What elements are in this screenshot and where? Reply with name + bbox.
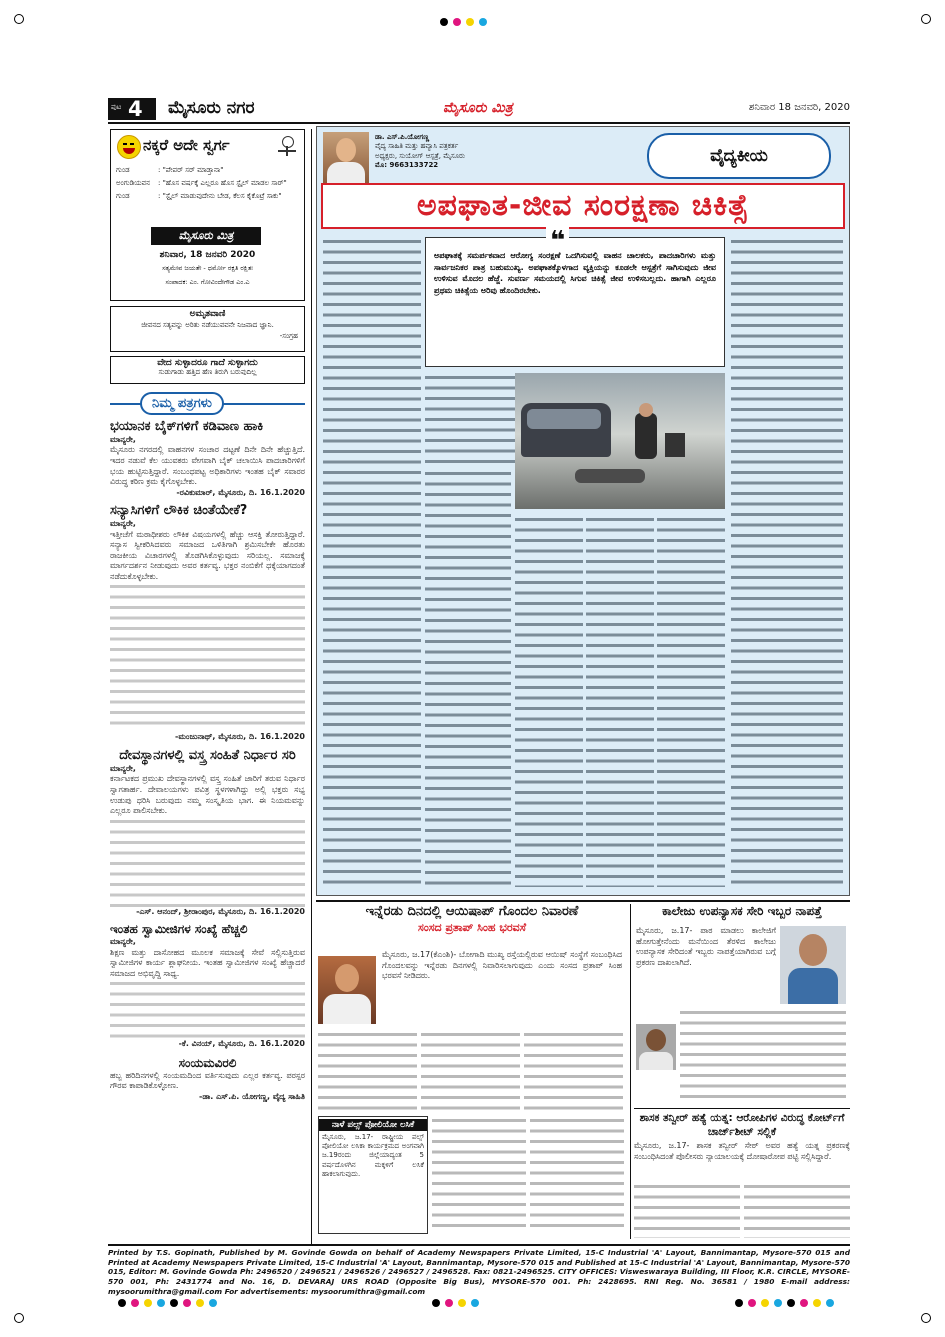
body-column-4 <box>731 237 843 887</box>
imprint-rule <box>108 1244 850 1246</box>
article-mla <box>634 1112 850 1240</box>
letters-section <box>110 420 305 1242</box>
letter-body: ಇತ್ತೀಚೆಗೆ ಮಠಾಧೀಶರು ಲೌಕಿಕ ವಿಷಯಗಳಲ್ಲಿ ಹೆಚ್ಚು ಆಸಕ್ತಿ ತೋರುತ್ತಿದ್ದಾರೆ. ಸನ್ಯಾಸ ಸ್ವೀಕರಿಸಿದವರು ಸಮಾಜದ ಒಳಿತಿಗಾಗಿ ಶ್ರಮಿಸಬೇಕೇ ಹೊರತು ರಾಜಕೀಯ ವಿಚಾರಗಳಲ್ಲಿ ತೊಡಗಿಸಿಕೊಳ್ಳುವುದು ಸರಿಯಲ್ಲ. ಸಮಾಜಕ್ಕೆ ಮಾರ್ಗದರ್ಶನ ನೀಡುವುದು ಅವರ ಕರ್ತವ್ಯ. ಭಕ್ತರ ನಂಬಿಕೆಗೆ ಧಕ್ಕೆಯಾಗದಂತೆ ನಡೆದುಕೊಳ್ಳಬೇಕು. <box>110 529 305 581</box>
footer-editor: ಸಂಪಾದಕ: ಎಂ. ಗೋವಿಂದೇಗೌಡ ಎಂ.ಎ <box>165 278 250 286</box>
letter-signature: -ಡಾ. ಎಸ್.ಪಿ. ಯೋಗಣ್ಣ, ವೈದ್ಯ ಸಾಹಿತಿ <box>199 1091 305 1101</box>
letter-title: ಇಂತಹ ಸ್ವಾಮೀಜಿಗಳ ಸಂಖ್ಯೆ ಹೆಚ್ಚಲಿ <box>110 922 248 937</box>
polio-box <box>318 1116 428 1234</box>
letters-header <box>110 392 305 416</box>
cartoon-figure-icon <box>276 136 298 160</box>
article-filler <box>318 1030 624 1110</box>
headline-bar <box>321 183 845 229</box>
paper-logo-small: ಮೈಸೂರು ಮಿತ್ರ <box>151 227 261 245</box>
dialogue-line: : "ಹೊಸ ವರ್ಷಕ್ಕೆ ಎಲ್ಲರೂ ಹೊಸ ಸ್ಟೈಲ್ ಮಾಡಲ ಸಾರ್" <box>158 178 287 187</box>
article-filler <box>432 1116 624 1234</box>
letter-salutation: ಮಾನ್ಯರೇ, <box>110 763 136 773</box>
author-photo <box>323 132 369 184</box>
letter-title: ಭಯಾನಕ ಬೈಕ್‌ಗಳಿಗೆ ಕಡಿವಾಣ ಹಾಕಿ <box>110 420 264 434</box>
letter-signature: -ಕೆ. ವಿನಯ್, ಮೈಸೂರು, ದಿ. 16.1.2020 <box>178 1039 305 1049</box>
letter-title: ಸಂಯಮವಿರಲಿ <box>178 1055 237 1070</box>
body-column-2a <box>425 373 515 463</box>
author-info <box>375 133 545 171</box>
registration-mark <box>14 14 24 24</box>
dialogue-line: : "ಸ್ಟೈಲ್ ಮಾಡುವುದೇನು ಬೇಡ, ಕೆಲಸ ಕೈಕೊಟ್ರೆ ಸಾಕು" <box>158 191 282 200</box>
article-title: ಇನ್ನೆರಡು ದಿನದಲ್ಲಿ ಆಯಿಷಾಪ್ ಗೊಂದಲ ನಿವಾರಣೆ <box>365 904 579 919</box>
dialogue-speaker: ಗುಂಡ <box>116 166 130 174</box>
missing-person-photo <box>636 1024 676 1070</box>
letter-signature: -ರವಿಕುಮಾರ್, ಮೈಸೂರು, ದಿ. 16.1.2020 <box>176 487 305 497</box>
box-title: ನಾಳೆ ಪಲ್ಸ್ ಪೋಲಿಯೋ ಲಸಿಕೆ <box>319 1119 427 1131</box>
article-aiish <box>316 904 628 1239</box>
pullquote-box <box>425 226 725 367</box>
author-name: ಡಾ. ಎಸ್.ಪಿ.ಯೋಗಣ್ಣ <box>375 133 430 141</box>
registration-mark <box>921 1313 931 1323</box>
issue-date: ಶನಿವಾರ 18 ಜನವರಿ, 2020 <box>748 102 850 113</box>
page-number-box <box>108 98 156 120</box>
masthead <box>108 96 850 122</box>
article-title: ಕಾಲೇಜು ಉಪನ್ಯಾಸಕ ಸೇರಿ ಇಬ್ಬರ ನಾಪತ್ತೆ <box>662 904 822 918</box>
body-column-1 <box>323 237 421 887</box>
letter-body: ಹಬ್ಬ ಹರಿದಿನಗಳಲ್ಲಿ ಸಂಯಮದಿಂದ ವರ್ತಿಸುವುದು ಎಲ್ಲರ ಕರ್ತವ್ಯ. ಪರಸ್ಪರ ಗೌರವ ಕಾಪಾಡಿಕೊಳ್ಳೋಣ. <box>110 1070 305 1091</box>
proverb-title: ವೇದ ಸುಳ್ಳಾದರೂ ಗಾದೆ ಸುಳ್ಳಾಗದು <box>157 358 258 368</box>
article-filler <box>634 1182 850 1238</box>
proverb-text: ಸುಡುಗಾಡು ಹತ್ತಿದ ಹೆಣ ತಿರುಗಿ ಬರುವುದಿಲ್ಲ <box>158 368 257 376</box>
letter-salutation: ಮಾನ್ಯರೇ, <box>110 519 136 529</box>
letter-body-continued <box>110 817 305 907</box>
humor-box <box>110 129 305 301</box>
registration-mark <box>921 14 931 24</box>
mp-photo <box>318 956 376 1024</box>
body-column-3a <box>515 515 725 887</box>
letter-signature: -ಎಸ್. ಆನಂದ್, ಶ್ರೀರಾಂಪುರ, ಮೈಸೂರು, ದಿ. 16.1.2020 <box>136 906 305 916</box>
letter-title: ದೇವಸ್ಥಾನಗಳಲ್ಲಿ ವಸ್ತ್ರ ಸಂಹಿತೆ ನಿರ್ಧಾರ ಸರಿ <box>119 747 296 763</box>
paper-name: ಮೈಸೂರು ಮಿತ್ರ <box>443 100 513 116</box>
pullquote-text: ಅಪಘಾತಕ್ಕೆ ಸಮರ್ಪಕವಾದ ಆರೋಗ್ಯ ಸಂರಕ್ಷಣೆ ಒದಗಿಸುವಲ್ಲಿ ವಾಹನ ಚಾಲಕರು, ಪಾದಚಾರಿಗಳು ಮತ್ತು ಸಾರ್ವಜನಿಕರ ಪಾತ್ರ ಬಹುಮುಖ್ಯ. ಅಪಘಾತಕ್ಕೊಳಗಾದ ವ್ಯಕ್ತಿಯನ್ನು ಕೂಡಲೇ ಆಸ್ಪತ್ರೆಗೆ ಸಾಗಿಸುವುದು ಜೀವ ಉಳಿಸುವ ಮೊದಲ ಹೆಜ್ಜೆ. ಸುವರ್ಣ ಸಮಯದಲ್ಲಿ ಸಿಗುವ ಚಿಕಿತ್ಸೆ ಜೀವ ಉಳಿಸಬಲ್ಲದು. ಹಾಗಾಗಿ ಎಲ್ಲರೂ ಪ್ರಥಮ ಚಿಕಿತ್ಸೆಯ ಅರಿವು ಹೊಂದಿರಬೇಕು. <box>434 251 716 295</box>
body-column-2b <box>425 469 511 887</box>
humor-dialogue <box>116 166 300 201</box>
amrutavani-title: ಅಮೃತವಾಣಿ <box>189 309 226 319</box>
letter-signature: -ಮಂಜುನಾಥ್, ಮೈಸೂರು, ದಿ. 16.1.2020 <box>175 732 305 742</box>
letter-body: ಮೈಸೂರು ನಗರದಲ್ಲಿ ವಾಹನಗಳ ಸಂಚಾರ ದಟ್ಟಣೆ ದಿನೇ ದಿನೇ ಹೆಚ್ಚುತ್ತಿದೆ. ಇದರ ನಡುವೆ ಕೆಲ ಯುವಕರು ವೇಗವಾಗಿ ಬೈಕ್ ಚಲಾಯಿಸಿ ಪಾದಚಾರಿಗಳಿಗೆ ಭಯ ಹುಟ್ಟಿಸುತ್ತಿದ್ದಾರೆ. ಸಂಬಂಧಪಟ್ಟ ಅಧಿಕಾರಿಗಳು ಇಂತಹ ಬೈಕ್ ಸವಾರರ ವಿರುದ್ಧ ಕಠಿಣ ಕ್ರಮ ಕೈಗೊಳ್ಳಬೇಕು. <box>110 445 305 487</box>
author-desc-2: ಅಧ್ಯಕ್ಷರು, ಸುಯೋಗ್ ಆಸ್ಪತ್ರೆ, ಮೈಸೂರು <box>375 151 465 160</box>
proverb-box <box>110 356 305 384</box>
amrutavani-box <box>110 306 305 352</box>
author-phone: ಮೊ: 9663133722 <box>375 161 439 170</box>
letter-salutation: ಮಾನ್ಯರೇ, <box>110 937 136 946</box>
amrutavani-text: ಜೀವನದ ಸತ್ಯವನ್ನು ಅರಿತು ನಡೆಯುವವನೇ ನಿಜವಾದ ಜ್ಞಾನಿ. <box>141 321 274 329</box>
article-title: ಶಾಸಕ ತನ್ವೀರ್ ಹತ್ಯೆ ಯತ್ನ: ಆರೋಪಿಗಳ ವಿರುದ್ಧ ಕೋರ್ಟ್‌ಗೆ ಚಾರ್ಜ್‌ಶೀಟ್ ಸಲ್ಲಿಕೆ <box>639 1112 845 1138</box>
letter-salutation: ಮಾನ್ಯರೇ, <box>110 434 136 444</box>
bottom-col-divider <box>630 904 631 1239</box>
laugh-emoji-icon <box>117 135 141 159</box>
article-body: ಮೈಸೂರು, ಜ.17(ಕೆಎಂಶಿ)- ಬೋಗಾದಿ ಮುಖ್ಯ ರಸ್ತೆಯಲ್ಲಿರುವ ಆಯಿಷ್ ಸಂಸ್ಥೆಗೆ ಸಂಬಂಧಿಸಿದ ಗೊಂದಲವನ್ನು ಇನ್ನೆರಡು ದಿನಗಳಲ್ಲಿ ನಿವಾರಿಸಲಾಗುವುದು ಎಂದು ಸಂಸದ ಪ್ರತಾಪ್ ಸಿಂಹ ಭರವಸೆ ನೀಡಿದರು. <box>382 950 622 981</box>
color-strip <box>440 18 487 26</box>
quote-open-icon: ❝ <box>546 226 569 256</box>
registration-mark <box>14 1313 24 1323</box>
article-filler <box>680 1008 846 1100</box>
imprint: Printed by T.S. Gopinath, Published by M. Govinde Gowda on behalf of Academy Newspapers Private Limited, 15-C Industrial 'A' Layout, Bannimantap, Mysore-570 015 and Printed at Academy Newspapers Private Limited, 15-C Industrial 'A' Layout, Bannimantap, Mysore-570 015 and Published at 15-C Industrial 'A' Layout, Bannimantap, Mysore-570 015, Editor: M. Govinde Gowda Ph: 2496520 / 2496521 / 2496526 / 2496527 / 2496528. Fax: 0821-2496525. CITY OFFICES: Visweswaraya Building, III Floor, K.R. CIRCLE, MYSORE-570 001, Ph: 2431774 and No. 16, D. DEVARAJ URS ROAD (Opposite Big Bus), MYSORE-570 001. Ph: 2428695. RNI Reg. No. 36581 / 1980 E-mail address: mysoorumithra@gmail.com For advertisements: mysoorumithra@gmail.com <box>108 1248 850 1296</box>
dialogue-line: : "ಪೇಪರ್ ಸರ್ ಮಾಡ್ತಾನಾ" <box>158 166 224 174</box>
accident-photo <box>515 373 725 509</box>
dialogue-speaker: ಗುಂಡ <box>116 191 130 200</box>
article-body: ಮೈಸೂರು, ಜ.17- ಶಾಸಕ ತನ್ವೀರ್ ಸೇಠ್ ಅವರ ಹತ್ಯೆ ಯತ್ನ ಪ್ರಕರಣಕ್ಕೆ ಸಂಬಂಧಿಸಿದಂತೆ ಪೊಲೀಸರು ನ್ಯಾಯಾಲಯಕ್ಕೆ ದೋಷಾರೋಪ ಪಟ್ಟಿ ಸಲ್ಲಿಸಿದ್ದಾರೆ. <box>634 1141 850 1161</box>
author-desc: ವೈದ್ಯ ಸಾಹಿತಿ ಮತ್ತು ಹವ್ಯಾಸಿ ಪತ್ರಕರ್ತ <box>375 142 459 151</box>
headline: ಅಪಘಾತ-ಜೀವ ಸಂರಕ್ಷಣಾ ಚಿಕಿತ್ಸೆ <box>416 188 750 223</box>
footer-date: ಶನಿವಾರ, 18 ಜನವರಿ 2020 <box>159 250 256 260</box>
letter-title: ಸನ್ಯಾಸಿಗಳಿಗೆ ಲೌಕಿಕ ಚಿಂತೆಯೇಕೆ? <box>110 503 248 519</box>
letters-title: ನಿಮ್ಮ ಪತ್ರಗಳು <box>140 392 224 415</box>
humor-title: ನಕ್ಕರೆ ಅದೇ ಸ್ವರ್ಗ <box>143 136 230 154</box>
letter-body-continued <box>110 582 305 732</box>
section-name: ಮೈಸೂರು ನಗರ <box>168 98 255 118</box>
footer-tagline: ಸತ್ಯಮೇವ ಜಯತೇ - ಧರ್ಮೋ ರಕ್ಷತಿ ರಕ್ಷಿತಃ <box>162 264 253 272</box>
section-tag: ವೈದ್ಯಕೀಯ <box>647 133 831 179</box>
column-divider <box>311 129 312 1245</box>
masthead-rule <box>108 122 850 124</box>
health-column <box>316 126 850 896</box>
color-strip-bottom-center <box>432 1299 479 1307</box>
article-body: ಮೈಸೂರು, ಜ.17- ಪಾಠ ಮಾಡಲು ಕಾಲೇಜಿಗೆ ಹೋಗುತ್ತೇನೆಂದು ಮನೆಯಿಂದ ತೆರಳಿದ ಕಾಲೇಜು ಉಪನ್ಯಾಸಕ ಸೇರಿದಂತೆ ಇಬ್ಬರು ನಾಪತ್ತೆಯಾಗಿರುವ ಬಗ್ಗೆ ಪ್ರಕರಣ ದಾಖಲಾಗಿದೆ. <box>636 926 776 967</box>
article-divider <box>634 1108 850 1109</box>
letter-body: ಕರ್ನಾಟಕದ ಪ್ರಮುಖ ದೇವಸ್ಥಾನಗಳಲ್ಲಿ ವಸ್ತ್ರ ಸಂಹಿತೆ ಜಾರಿಗೆ ತರುವ ನಿರ್ಧಾರ ಸ್ವಾಗತಾರ್ಹ. ದೇವಾಲಯಗಳು ಪವಿತ್ರ ಸ್ಥಳಗಳಾಗಿದ್ದು ಅಲ್ಲಿ ಭಕ್ತರು ಸಭ್ಯ ಉಡುಪು ಧರಿಸಿ ಬರುವುದು ನಮ್ಮ ಸಂಸ್ಕೃತಿಯ ಭಾಗ. ಈ ನಿಯಮವನ್ನು ಎಲ್ಲರೂ ಪಾಲಿಸಬೇಕು. <box>110 774 305 816</box>
article-subtitle: ಸಂಸದ ಪ್ರತಾಪ್ ಸಿಂಹ ಭರವಸೆ <box>417 920 527 934</box>
amrutavani-author: -ಸಂಗ್ರಹ <box>279 332 298 340</box>
article-college <box>634 904 850 1104</box>
letter-body: ಶಿಕ್ಷಣ ಮತ್ತು ದಾಸೋಹದ ಮೂಲಕ ಸಮಾಜಕ್ಕೆ ಸೇವೆ ಸಲ್ಲಿಸುತ್ತಿರುವ ಸ್ವಾಮೀಜಿಗಳ ಕಾರ್ಯ ಶ್ಲಾಘನೀಯ. ಇಂತಹ ಸ್ವಾಮೀಜಿಗಳ ಸಂಖ್ಯೆ ಹೆಚ್ಚಾದರೆ ಸಮಾಜದ ಅಭಿವೃದ್ಧಿ ಸಾಧ್ಯ. <box>110 947 305 978</box>
dialogue-speaker: ಅಂಗುಡಿಯವನ <box>116 178 151 187</box>
color-strip-bottom-right <box>735 1299 834 1307</box>
lecturer-photo <box>780 926 846 1004</box>
bottom-divider <box>316 900 850 902</box>
page-number: 4 <box>128 97 143 121</box>
box-body: ಮೈಸೂರು, ಜ.17- ರಾಷ್ಟ್ರೀಯ ಪಲ್ಸ್ ಪೋಲಿಯೋ ಲಸಿಕಾ ಕಾರ್ಯಕ್ರಮದ ಅಂಗವಾಗಿ ಜ.19ರಂದು ಜಿಲ್ಲೆಯಾದ್ಯಂತ 5 ವರ್ಷದೊಳಗಿನ ಮಕ್ಕಳಿಗೆ ಲಸಿಕೆ ಹಾಕಲಾಗುವುದು. <box>322 1133 424 1178</box>
page-label: ಪುಟ <box>111 103 122 111</box>
letter-body-continued <box>110 979 305 1039</box>
color-strip-bottom-left <box>118 1299 217 1307</box>
